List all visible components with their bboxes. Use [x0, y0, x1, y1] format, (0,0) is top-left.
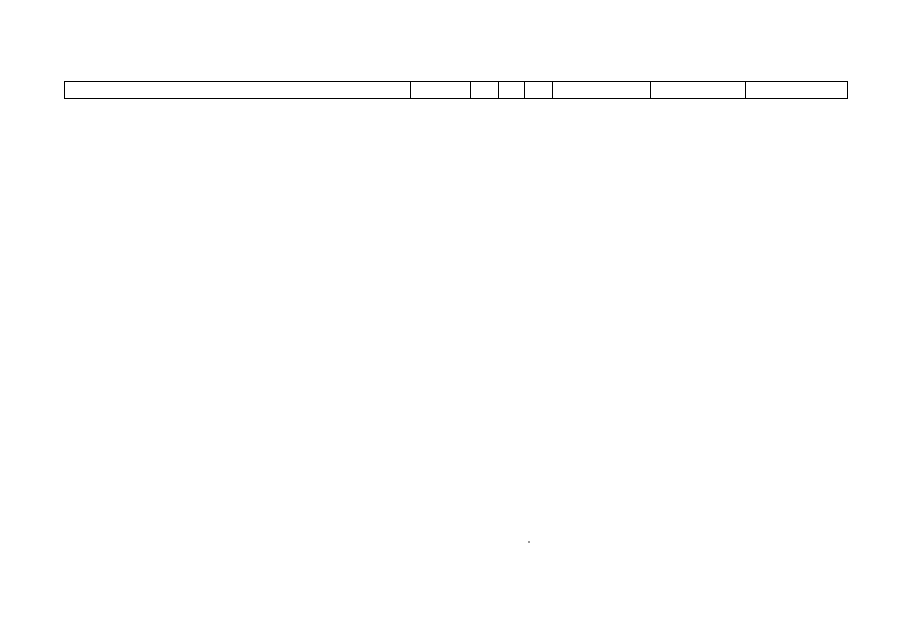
column-header-7	[651, 82, 746, 99]
column-header-8	[745, 82, 847, 99]
column-header-table	[64, 81, 848, 99]
column-header-5	[525, 82, 553, 99]
column-header-2	[411, 82, 471, 99]
scan-speck	[528, 541, 530, 543]
column-header-4	[498, 82, 525, 99]
column-header-3	[471, 82, 499, 99]
column-header-1	[65, 82, 411, 99]
column-header-6	[552, 82, 650, 99]
